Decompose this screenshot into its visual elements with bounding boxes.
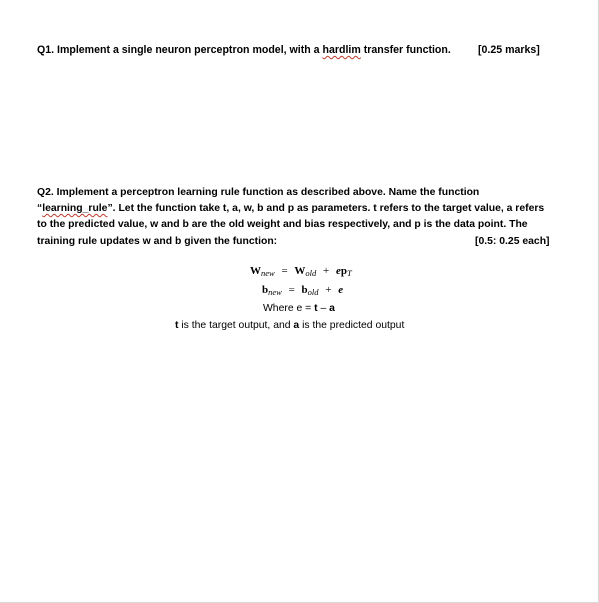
w-new-sub: new (261, 268, 275, 278)
equals-sign: = (281, 265, 288, 277)
plus-sign-2: + (325, 284, 332, 296)
where-t: t (314, 303, 318, 314)
q1-text-after: transfer function. (360, 44, 451, 56)
error-symbol: e (336, 265, 341, 277)
question-1 (37, 44, 547, 56)
p-symbol: p (340, 265, 348, 277)
definition-line (175, 320, 404, 331)
q1-hardlim-word: hardlim (322, 44, 361, 56)
plus-sign: + (323, 265, 330, 277)
def-mid: is the target output, and (178, 320, 294, 331)
where-minus: – (317, 303, 330, 314)
b-old-sub: old (307, 287, 319, 297)
q2-function-name: learning_rule (42, 203, 108, 215)
w-new-base: W (250, 265, 261, 277)
b-new-sub: new (268, 287, 282, 297)
weight-update-equation (250, 265, 352, 278)
w-old-base: W (294, 265, 306, 277)
error-symbol-2: e (338, 284, 344, 296)
q2-line-2 (37, 201, 563, 217)
q1-marks: [0.25 marks] (478, 44, 540, 56)
q2-marks: [0.5: 0.25 each] (475, 235, 550, 247)
q2-line-3: to the predicted value, w and b are the old weight and bias respectively, and p is the data point. The (37, 219, 528, 231)
q1-text-before: Q1. Implement a single neuron perceptron model, with a (37, 44, 323, 56)
b-new-base: b (262, 284, 269, 296)
q2-line-4-text: training rule updates w and b given the function: (37, 235, 278, 247)
equals-sign-2: = (288, 284, 295, 296)
def-a: a (293, 320, 300, 331)
def-end: is the predicted output (299, 320, 405, 331)
p-transpose: T (347, 268, 352, 278)
q2-line-4 (37, 234, 563, 250)
q2-line-2-rest: ”. Let the function take t, a, w, b and p as parameters. t refers to the target value, a refers (107, 203, 545, 215)
bias-update-equation (262, 284, 343, 297)
where-clause (263, 303, 335, 314)
q2-line-1: Q2. Implement a perceptron learning rule function as described above. Name the function (37, 187, 480, 198)
b-old-base: b (301, 284, 308, 296)
w-old-sub: old (305, 268, 317, 278)
question-2 (37, 185, 563, 250)
q2-quote-open: “ (37, 203, 43, 215)
where-text: Where e = (263, 303, 315, 314)
def-t: t (175, 320, 179, 331)
where-a: a (329, 303, 335, 314)
